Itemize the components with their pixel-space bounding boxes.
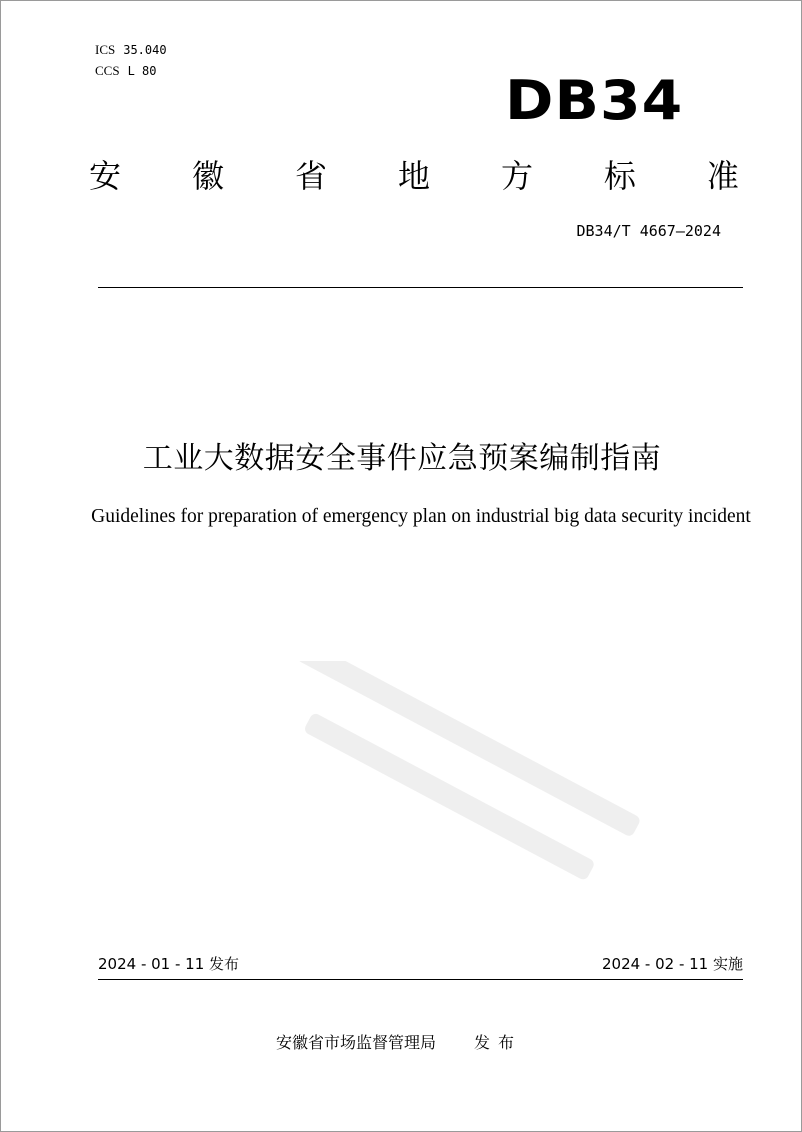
issue-date: 2024 - 01 - 11 发布 (98, 955, 240, 973)
bottom-divider (98, 979, 743, 980)
province-standard-title (89, 154, 739, 198)
publisher-line (276, 1031, 522, 1055)
province-title-char: 标 (603, 157, 636, 195)
province-title-char: 安 (89, 157, 122, 195)
implementation-date: 2024 - 02 - 11 实施 (601, 955, 743, 973)
province-title-char: 徽 (191, 157, 224, 195)
ics-label: ICS (95, 42, 116, 57)
ccs-label: CCS (95, 63, 120, 78)
ics-line (95, 42, 167, 58)
province-title-char: 省 (294, 157, 327, 195)
faint-watermark (211, 661, 671, 921)
publisher-action: 发布 (474, 1033, 523, 1052)
province-title-char: 方 (500, 157, 533, 195)
document-title-english: Guidelines for preparation of emergency plan on industrial big data security incident (91, 506, 751, 527)
province-title-char: 地 (397, 157, 430, 195)
province-title-char: 准 (706, 157, 739, 195)
top-divider (98, 287, 743, 288)
publisher-name: 安徽省市场监督管理局 (276, 1033, 437, 1052)
ccs-line (95, 63, 156, 79)
db34-logo: DB34 (505, 69, 684, 132)
ccs-code: L 80 (127, 64, 157, 78)
document-title-chinese: 工业大数据安全事件应急预案编制指南 (142, 441, 662, 476)
ics-code: 35.040 (123, 43, 167, 57)
standard-number: DB34/T 4667—2024 (576, 222, 721, 240)
